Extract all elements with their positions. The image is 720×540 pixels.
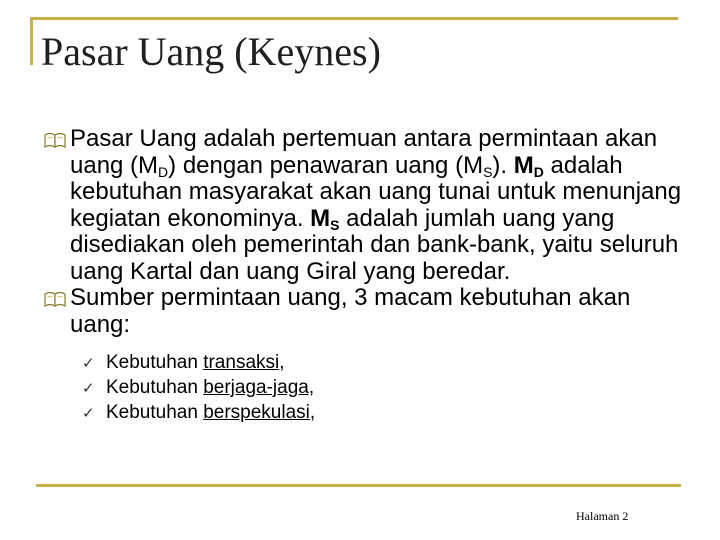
- bullet1-text-3: ).: [492, 151, 514, 179]
- bullet1-text-5: adalah jumlah uang yang disediakan oleh pemerintah dan bank-bank, yaitu seluruh uang Kartal dan uang Giral yang beredar.: [70, 204, 679, 285]
- book-icon: [44, 291, 66, 307]
- check-icon: ✓: [82, 355, 95, 372]
- check-icon: ✓: [82, 380, 95, 397]
- bullet1-sub-1: D: [158, 163, 169, 180]
- bullet1-bold-md: M: [513, 151, 534, 179]
- sub-item-prefix: Kebutuhan: [106, 402, 204, 423]
- slide-content: [44, 126, 684, 425]
- sub-item-term: berjaga-jaga,: [203, 377, 315, 398]
- sub-item-term: transaksi: [203, 352, 280, 373]
- slide-title: Pasar Uang (Keynes): [41, 29, 381, 74]
- bullet1-bold-sub-s: S: [330, 216, 340, 233]
- bullet1-text-2: ) dengan penawaran uang (M: [168, 151, 484, 179]
- sub-item-term: berspekulasi: [203, 402, 310, 423]
- book-icon: [44, 132, 66, 148]
- bullet1-bold-ms: M: [310, 204, 331, 232]
- sub-item-suffix: ,: [279, 352, 285, 373]
- bullet2-text: Sumber permintaan uang, 3 macam kebutuhan akan uang:: [70, 284, 631, 338]
- list-item: [82, 375, 684, 400]
- page-number: Halaman 2: [576, 509, 629, 523]
- check-icon: ✓: [82, 405, 95, 422]
- sub-item-prefix: Kebutuhan: [106, 377, 204, 398]
- sub-item-suffix: ,: [309, 402, 316, 423]
- frame-left-line: [30, 17, 33, 65]
- sub-item-prefix: Kebutuhan: [106, 352, 204, 373]
- bullet1-text-1: Pasar Uang adalah pertemuan antara permintaan akan uang (M: [70, 125, 658, 179]
- bullet1-sub-2: S: [483, 163, 493, 180]
- list-item: [82, 350, 684, 375]
- sub-list: [44, 350, 684, 425]
- frame-top-line: [30, 17, 678, 20]
- bullet-sumber-permintaan: [44, 285, 684, 338]
- list-item: [82, 400, 684, 425]
- bullet1-text-4: adalah kebutuhan masyarakat akan uang tunai untuk menunjang kegiatan ekonominya.: [70, 151, 682, 232]
- bullet1-bold-sub-d: D: [533, 163, 544, 180]
- frame-bottom-line: [36, 484, 681, 487]
- bullet-pasar-uang: [44, 126, 684, 285]
